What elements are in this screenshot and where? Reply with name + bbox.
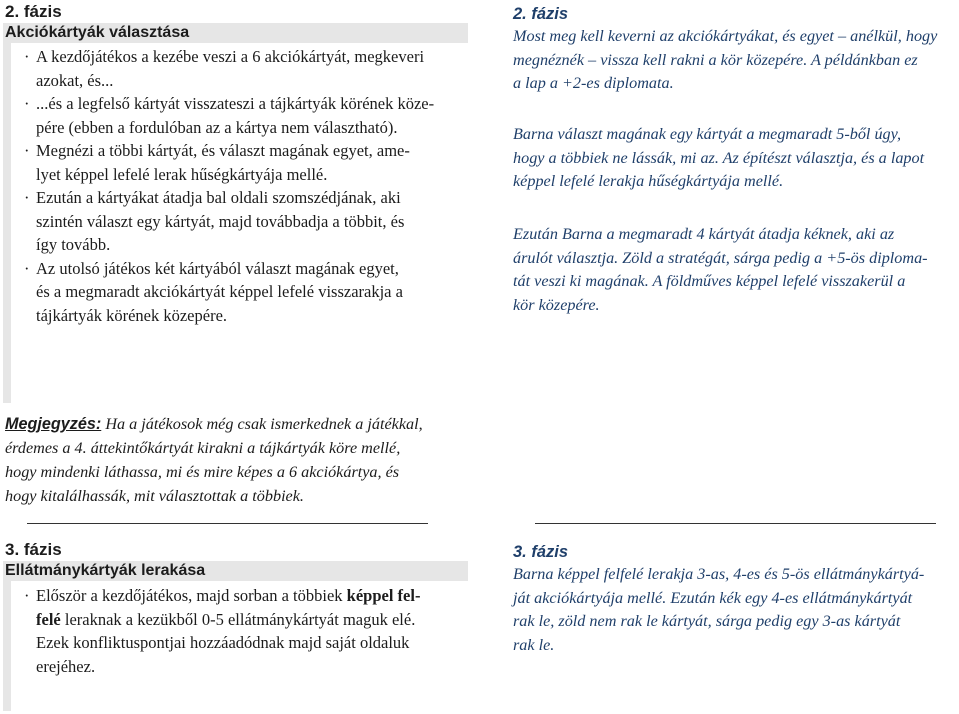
bullet-line: Megnézi a többi kártyát, és választ magának egyet, ame- [36, 141, 410, 160]
example-line: Barna választ magának egy kártyát a megmaradt 5-ből úgy, [513, 125, 901, 143]
bullet-line: Ezek konfliktuspontjai hozzáadódnak majd saját oldaluk [36, 633, 410, 652]
phase3-example-title: 3. fázis [513, 543, 569, 561]
phase2-bullet-5 [8, 257, 470, 328]
bullet-line: így tovább. [36, 235, 111, 254]
bullet-line: azokat, és... [36, 70, 114, 90]
example-line: hogy a többiek ne lássák, mi az. Az építészt választja, és a lapot [513, 148, 925, 167]
note-text: Ha a játékosok még csak ismerkednek a játékkal, [101, 415, 423, 433]
bullet-line: ...és a legfelső kártyát visszateszi a tájkártyák körének köze- [36, 94, 435, 113]
phase3-title: 3. fázis [5, 540, 62, 559]
bullet-line: és a megmaradt akciókártyát képpel lefelé visszarakja a [36, 282, 403, 301]
phase2-bullet-list [8, 45, 470, 327]
example-line: ját akciókártyája mellé. Ezután kék egy 4-es ellátmánykártyát [513, 588, 913, 607]
phase3-bullet-list [8, 584, 470, 678]
bullet-dot: · [24, 47, 30, 66]
bullet-dot: · [24, 141, 30, 160]
bullet-dot: · [24, 258, 30, 278]
bullet-dot: · [24, 188, 30, 207]
phase2-bullet-4 [8, 186, 470, 257]
phase2-title: 2. fázis [5, 2, 62, 21]
note-line: hogy kitalálhassák, mit választottak a többiek. [5, 487, 304, 505]
bullet-line: erejéhez. [36, 656, 96, 676]
example-line: árulót választja. Zöld a stratégát, sárga pedig a +5-ös diploma- [513, 248, 928, 267]
phase2-bullet-1 [8, 45, 470, 92]
example-line: rak le. [513, 635, 555, 654]
example-line: rak le, zöld nem rak le kártyát, sárga pedig egy 3-as kártyát [513, 612, 901, 630]
bullet-line: pére (ebben a fordulóban az a kártya nem választható). [36, 117, 398, 137]
phase2-example-paragraph-1 [513, 25, 957, 96]
example-line: képpel lefelé lerakja hűségkártyája mellé. [513, 172, 784, 190]
phase2-bullet-2 [8, 92, 470, 139]
bullet-bold-text: felé [36, 609, 61, 629]
example-line: Ezután Barna a megmaradt 4 kártyát átadja kéknek, aki az [513, 225, 895, 243]
bullet-dot: · [24, 94, 30, 113]
phase2-example-paragraph-2 [513, 123, 957, 194]
phase3-bullet-1 [8, 584, 470, 678]
phase3-heading: Ellátmánykártyák lerakása [3, 561, 468, 581]
left-divider [27, 523, 428, 524]
note-label: Megjegyzés: [5, 415, 102, 433]
bullet-line [36, 608, 470, 632]
example-line: kör közepére. [513, 295, 600, 314]
bullet-bold-text: képpel fel- [346, 586, 421, 605]
example-line: megnéznék – vissza kell rakni a kör közepére. A példánkban ez [513, 50, 918, 69]
note-block [5, 412, 475, 508]
phase3-example-paragraph [513, 563, 957, 657]
bullet-text: Először a kezdőjátékos, majd sorban a többiek [36, 586, 347, 605]
example-line: Barna képpel felfelé lerakja 3-as, 4-es és 5-ös ellátmánykártyá- [513, 565, 925, 583]
note-line: hogy mindenki láthassa, mi és mire képes a 6 akciókártya, és [5, 463, 400, 481]
bullet-line: A kezdőjátékos a kezébe veszi a 6 akciókártyát, megkeveri [36, 47, 425, 66]
bullet-line: lyet képpel lefelé lerak hűségkártyája mellé. [36, 164, 328, 184]
example-line: a lap a +2-es diplomata. [513, 74, 674, 92]
bullet-line: Az utolsó játékos két kártyából választ magának egyet, [36, 258, 399, 278]
example-line: tát veszi ki magának. A földműves képpel lefelé visszakerül a [513, 272, 906, 290]
phase2-example-title: 2. fázis [513, 5, 569, 23]
note-line: érdemes a 4. áttekintőkártyát kirakni a tájkártyák köre mellé, [5, 439, 401, 457]
bullet-line: szintén választ egy kártyát, majd továbbadja a többit, és [36, 211, 405, 231]
bullet-dot: · [24, 586, 30, 605]
phase2-example-paragraph-3 [513, 223, 957, 317]
bullet-line: tájkártyák körének közepére. [36, 305, 228, 325]
bullet-text: leraknak a kezükből 0-5 ellátmánykártyát maguk elé. [60, 609, 416, 629]
bullet-line [36, 584, 470, 608]
note-line [5, 412, 475, 436]
phase2-example-box [506, 0, 959, 404]
example-line: Most meg kell keverni az akciókártyákat, és egyet – anélkül, hogy [513, 27, 938, 45]
right-divider [535, 523, 936, 524]
phase2-heading: Akciókártyák választása [3, 23, 468, 43]
bullet-line: Ezután a kártyákat átadja bal oldali szomszédjának, aki [36, 188, 401, 207]
phase2-bullet-3 [8, 139, 470, 186]
